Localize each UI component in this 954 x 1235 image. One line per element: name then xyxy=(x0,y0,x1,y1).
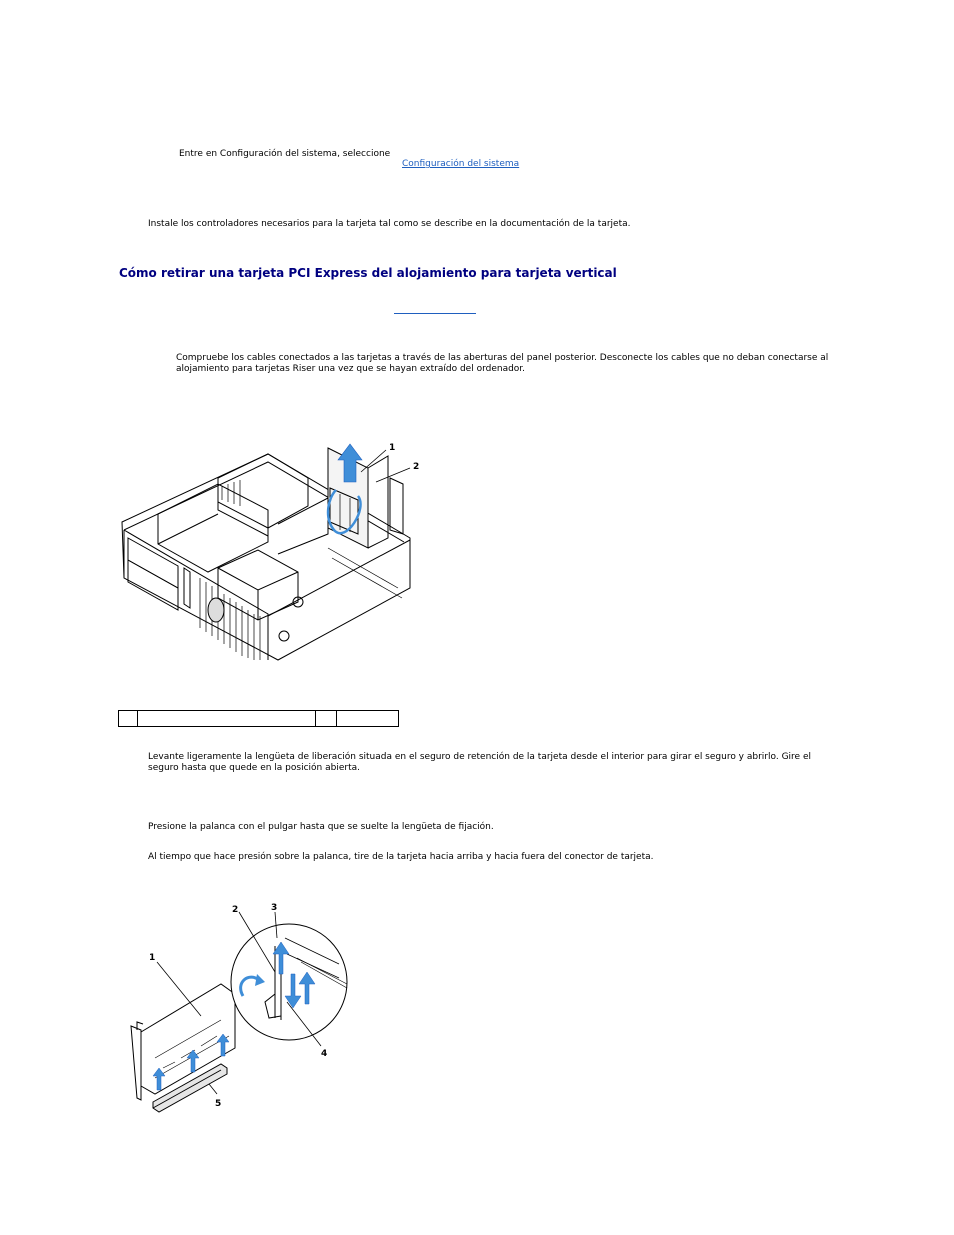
table-cell xyxy=(316,711,337,727)
fig2-callout-4: 4 xyxy=(321,1049,328,1059)
fig2-callout-5: 5 xyxy=(215,1099,222,1109)
fig1-callout-1: 1 xyxy=(389,443,396,453)
cables-notice xyxy=(176,353,836,375)
table-cell xyxy=(137,711,315,727)
fig1-callout-2: 2 xyxy=(413,462,420,472)
step-setup-label: Entre en Configuración del sistema, seleccione xyxy=(179,149,391,159)
cables-notice-text: Compruebe los cables conectados a las tarjetas a través de las aberturas del panel posterior. Desconecte los cables que no deban conectarse al alojamiento para tarjetas Riser una vez que se hayan extraído del ordenador. xyxy=(176,353,829,374)
fig2-callout-1: 1 xyxy=(149,953,156,963)
step-release-text: Levante ligeramente la lengüeta de liberación situada en el seguro de retención de la tarjeta desde el interior para girar el seguro y abrirlo. Gire el seguro hasta que quede en la posición abierta. xyxy=(148,752,811,773)
step-drivers-text: Instale los controladores necesarios para la tarjeta tal como se describe en la documentación de la tarjeta. xyxy=(148,219,631,229)
callout-table xyxy=(118,710,399,727)
step-pull-text: Al tiempo que hace presión sobre la palanca, tire de la tarjeta hacia arriba y hacia fuera del conector de tarjeta. xyxy=(148,852,654,862)
system-setup-link[interactable]: Configuración del sistema xyxy=(402,159,520,169)
table-cell xyxy=(119,711,138,727)
empty-link[interactable] xyxy=(394,313,476,314)
riser-cage-figure xyxy=(118,438,418,664)
section-heading: Cómo retirar una tarjeta PCI Express del alojamiento para tarjeta vertical xyxy=(119,266,617,280)
table-cell xyxy=(337,711,399,727)
table-row xyxy=(119,711,399,727)
fig2-callout-3: 3 xyxy=(271,903,278,913)
fig2-callout-2: 2 xyxy=(232,905,239,915)
step-setup-text xyxy=(179,149,390,160)
card-removal-figure xyxy=(125,898,350,1120)
step-press-text: Presione la palanca con el pulgar hasta que se suelte la lengüeta de fijación. xyxy=(148,822,494,832)
